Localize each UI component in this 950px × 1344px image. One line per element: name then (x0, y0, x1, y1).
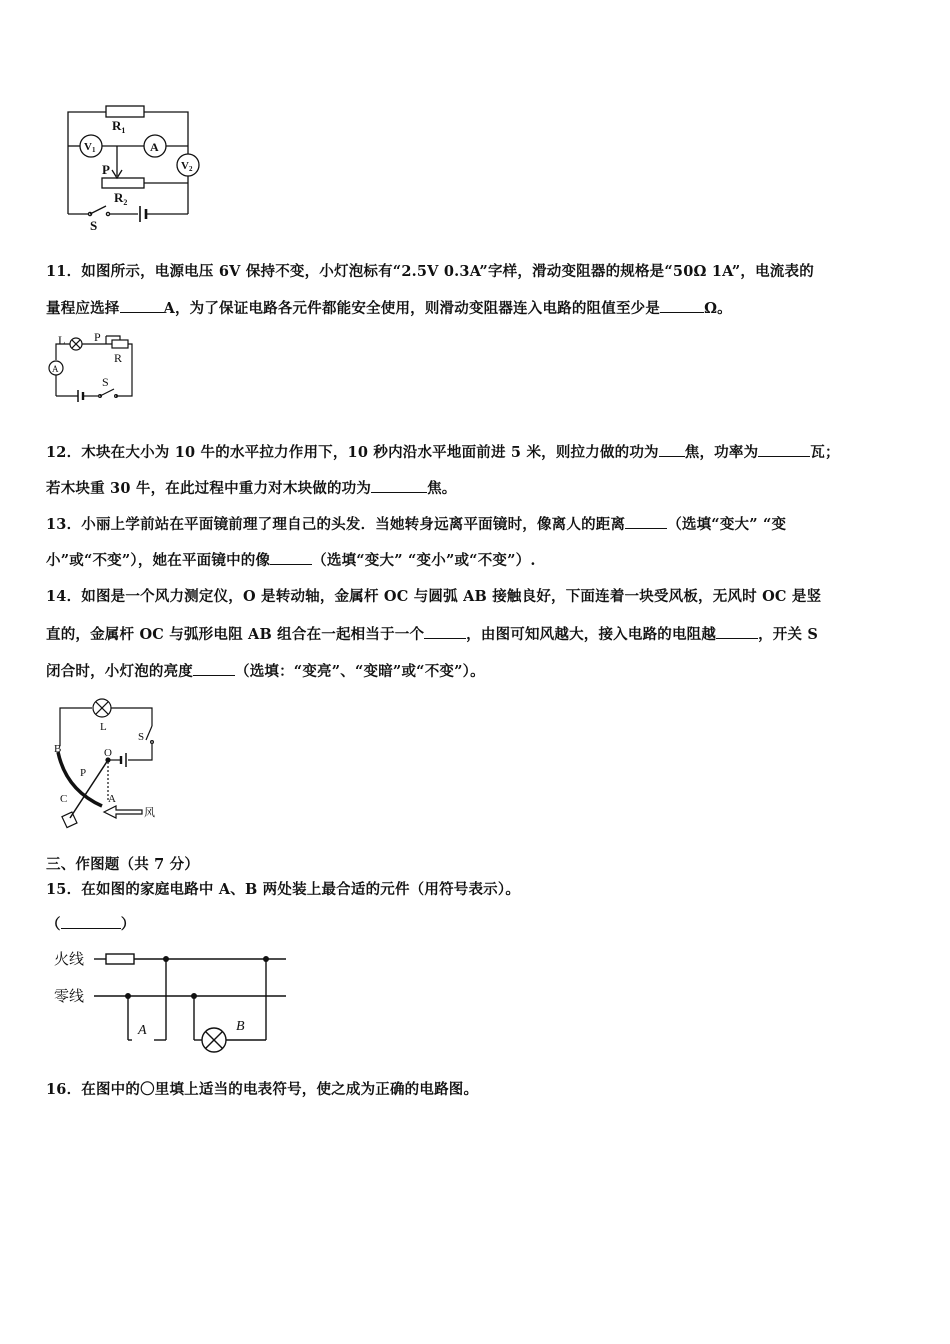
q15-line1: 15．在如图的家庭电路中 A、B 两处装上最合适的元件（用符号表示）。 (46, 881, 521, 898)
q13-blank-image[interactable] (270, 550, 312, 565)
q16-line1: 16．在图中的〇里填上适当的电表符号，使之成为正确的电路图。 (46, 1081, 479, 1098)
position-a-label: A (138, 1023, 147, 1038)
wind-label: 风 (144, 807, 155, 819)
q13-line1 (46, 514, 906, 535)
lamp-l-label: L (100, 721, 107, 733)
slider-p-label: P (102, 162, 110, 177)
q15-paren-close: ） (120, 916, 136, 933)
q13-text-d: （选填“变大” “变小”或“不变”）. (312, 552, 536, 569)
q11-text-c: Ω。 (704, 300, 732, 317)
q12-blank-gravity-work[interactable] (371, 478, 427, 493)
point-b-label: B (54, 743, 62, 755)
switch-s-label: S (138, 731, 145, 743)
q14-blank-resistance[interactable] (716, 624, 758, 639)
rheostat-r-label: R (114, 351, 123, 365)
circuit-figure-q10 (60, 96, 220, 236)
slider-p-label: P (94, 330, 101, 344)
q15-answer (46, 914, 906, 935)
q14-text-e: （选填：“变亮”、“变暗”或“不变”）。 (235, 663, 485, 680)
q14-blank-brightness[interactable] (193, 661, 235, 676)
q12-blank-work[interactable] (659, 442, 685, 457)
switch-s-label: S (90, 218, 98, 233)
r1-label: $R_1$ (112, 118, 126, 135)
q11-text-a: 量程应选择 (46, 300, 120, 317)
q12-text-c: 瓦； (810, 444, 840, 461)
q14-line1: 14．如图是一个风力测定仪，O 是转动轴，金属杆 OC 与圆弧 AB 接触良好，下面连着一块受风板，无风时 OC 是竖 (46, 588, 822, 605)
r2-label: $R_2$ (114, 190, 128, 207)
q13-text-a: 13．小丽上学前站在平面镜前理了理自己的头发．当她转身远离平面镜时，像离人的距离 (46, 516, 626, 533)
q12-line2 (46, 478, 906, 499)
q14-text-d: 闭合时，小灯泡的亮度 (46, 663, 193, 680)
q13-text-c: 小”或“不变”），她在平面镜中的像 (46, 552, 271, 569)
q14-line2 (46, 624, 906, 645)
neutral-wire-label: 零线 (54, 989, 85, 1005)
q13-text-b: （选填“变大” “变 (667, 516, 787, 533)
q11-line1: 11．如图所示，电源电压 6V 保持不变，小灯泡标有“2.5V 0.3A”字样，滑动变阻器的规格是“50Ω 1A”，电流表的 (46, 263, 814, 280)
q11-line2 (46, 298, 906, 319)
q12-text-d: 若木块重 30 牛，在此过程中重力对木块做的功为 (46, 480, 372, 497)
q11-blank-resistance[interactable] (660, 298, 704, 313)
section-3-heading: 三、作图题（共 7 分） (46, 856, 200, 873)
q13-blank-distance[interactable] (625, 514, 667, 529)
pivot-o-label: O (104, 747, 112, 759)
v2-label: V2 (181, 160, 193, 173)
q13-line2 (46, 550, 906, 571)
q14-text-a: 直的，金属杆 OC 与弧形电阻 AB 组合在一起相当于一个 (46, 626, 425, 643)
q14-line3 (46, 661, 906, 682)
q12-blank-power[interactable] (758, 442, 810, 457)
q15-paren-open: （ (46, 916, 61, 933)
q12-line1 (46, 442, 906, 463)
q12-text-e: 焦。 (427, 480, 457, 497)
position-b-label: B (236, 1019, 245, 1034)
ammeter-label: A (52, 364, 59, 374)
circuit-figure-q11 (44, 332, 144, 404)
q15-blank-answer[interactable] (61, 914, 121, 929)
q14-blank-device[interactable] (424, 624, 466, 639)
lamp-l-label: L (58, 333, 66, 347)
household-circuit-figure-q15 (50, 944, 300, 1052)
q14-text-b: ，由图可知风越大，接入电路的电阻越 (466, 626, 717, 643)
v1-label: V1 (84, 141, 96, 154)
q11-blank-range[interactable] (120, 298, 164, 313)
q12-text-a: 12．木块在大小为 10 牛的水平拉力作用下，10 秒内沿水平地面前进 5 米，则拉力做的功为 (46, 444, 659, 461)
switch-s-label: S (102, 375, 109, 389)
q14-text-c: ，开关 S (758, 626, 819, 643)
ammeter-label: A (150, 140, 159, 154)
q12-text-b: 焦，功率为 (684, 444, 759, 461)
live-wire-label: 火线 (54, 952, 85, 968)
point-c-label: C (60, 793, 68, 805)
point-a-label: A (108, 793, 116, 805)
slider-p-label: P (80, 767, 87, 779)
wind-meter-figure-q14 (46, 690, 166, 832)
q11-text-b: A，为了保证电路各元件都能安全使用，则滑动变阻器连入电路的阻值至少是 (163, 300, 661, 317)
